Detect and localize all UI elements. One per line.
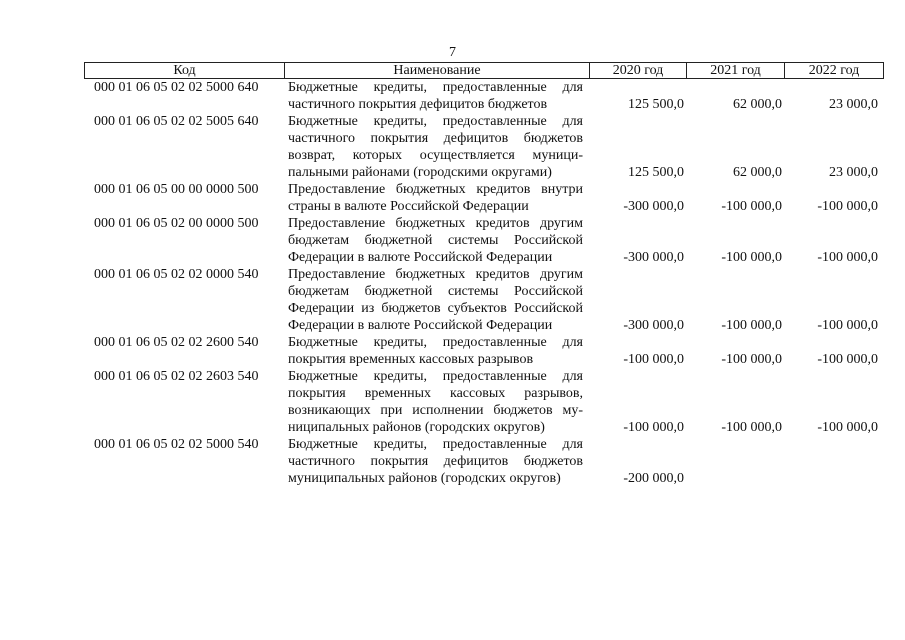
table-row <box>84 436 884 487</box>
row-value-2021: -100 000,0 <box>721 420 782 435</box>
row-code: 000 01 06 05 02 02 2603 540 <box>94 369 259 384</box>
row-value-2021: 62 000,0 <box>733 97 782 112</box>
table-row <box>84 79 884 113</box>
row-value-2022: -100 000,0 <box>817 250 878 265</box>
row-value-2021: -100 000,0 <box>721 318 782 333</box>
row-value-2021: -100 000,0 <box>721 250 782 265</box>
row-name: Бюджетные кредиты, предоставленные для частичного покрытия дефицитов бюджетов муниципальных районов (городских округов) <box>288 437 583 486</box>
row-value-2022: -100 000,0 <box>817 318 878 333</box>
row-value-2020: 125 500,0 <box>628 165 684 180</box>
row-value-2021 <box>686 436 784 487</box>
row-code: 000 01 06 05 02 00 0000 500 <box>94 216 259 231</box>
row-name: Предоставление бюджетных кредитов другим бюджетам бюджетной системы Российской Федерации в валюте Российской Федерации <box>288 216 583 265</box>
row-value-2020: -300 000,0 <box>623 318 684 333</box>
table-row <box>84 215 884 266</box>
row-value-2020: -100 000,0 <box>623 420 684 435</box>
table-row <box>84 181 884 215</box>
row-code: 000 01 06 05 02 02 5000 540 <box>94 437 259 452</box>
table-row <box>84 113 884 181</box>
page-number: 7 <box>449 45 456 60</box>
row-value-2021: -100 000,0 <box>721 352 782 367</box>
row-code: 000 01 06 05 02 02 0000 540 <box>94 267 259 282</box>
budget-table <box>84 62 884 487</box>
table-row <box>84 334 884 368</box>
row-value-2020: -300 000,0 <box>623 199 684 214</box>
header-2020: 2020 год <box>590 63 687 78</box>
row-name: Бюджетные кредиты, предоставленные для покрытия временных кассовых разрывов <box>288 335 583 367</box>
row-code: 000 01 06 05 00 00 0000 500 <box>94 182 259 197</box>
row-value-2021: -100 000,0 <box>721 199 782 214</box>
row-value-2022: 23 000,0 <box>829 165 878 180</box>
row-name: Бюджетные кредиты, предоставленные для частичного покрытия дефицитов бюджетов <box>288 80 583 112</box>
header-2021: 2021 год <box>687 63 785 78</box>
row-value-2021: 62 000,0 <box>733 165 782 180</box>
row-value-2022: -100 000,0 <box>817 352 878 367</box>
row-value-2020: 125 500,0 <box>628 97 684 112</box>
row-name: Предоставление бюджетных кредитов внутри страны в валюте Российской Федерации <box>288 182 583 214</box>
row-name: Бюджетные кредиты, предоставленные для частичного покрытия дефицитов бюджетов возврат, которых осуществляется муниципальными районами (городскими округами) <box>288 114 583 180</box>
row-name: Предоставление бюджетных кредитов другим бюджетам бюджетной системы Российской Федерации из бюджетов субъектов Российской Федерации в валюте Российской Федерации <box>288 267 583 333</box>
table-row <box>84 266 884 334</box>
header-name: Наименование <box>285 63 590 78</box>
row-code: 000 01 06 05 02 02 5000 640 <box>94 80 259 95</box>
row-value-2020: -300 000,0 <box>623 250 684 265</box>
header-code: Код <box>85 63 285 78</box>
row-value-2022 <box>784 436 882 487</box>
row-value-2020: -200 000,0 <box>623 471 684 486</box>
row-value-2020: -100 000,0 <box>623 352 684 367</box>
row-code: 000 01 06 05 02 02 5005 640 <box>94 114 259 129</box>
header-2022: 2022 год <box>808 63 860 78</box>
row-value-2022: 23 000,0 <box>829 97 878 112</box>
row-value-2022: -100 000,0 <box>817 199 878 214</box>
row-value-2022: -100 000,0 <box>817 420 878 435</box>
row-name: Бюджетные кредиты, предоставленные для покрытия временных кассовых разрывов, возникающих при исполнении бюджетов муниципальных районов (городских округов) <box>288 369 583 435</box>
row-code: 000 01 06 05 02 02 2600 540 <box>94 335 259 350</box>
table-header <box>84 62 884 79</box>
table-row <box>84 368 884 436</box>
